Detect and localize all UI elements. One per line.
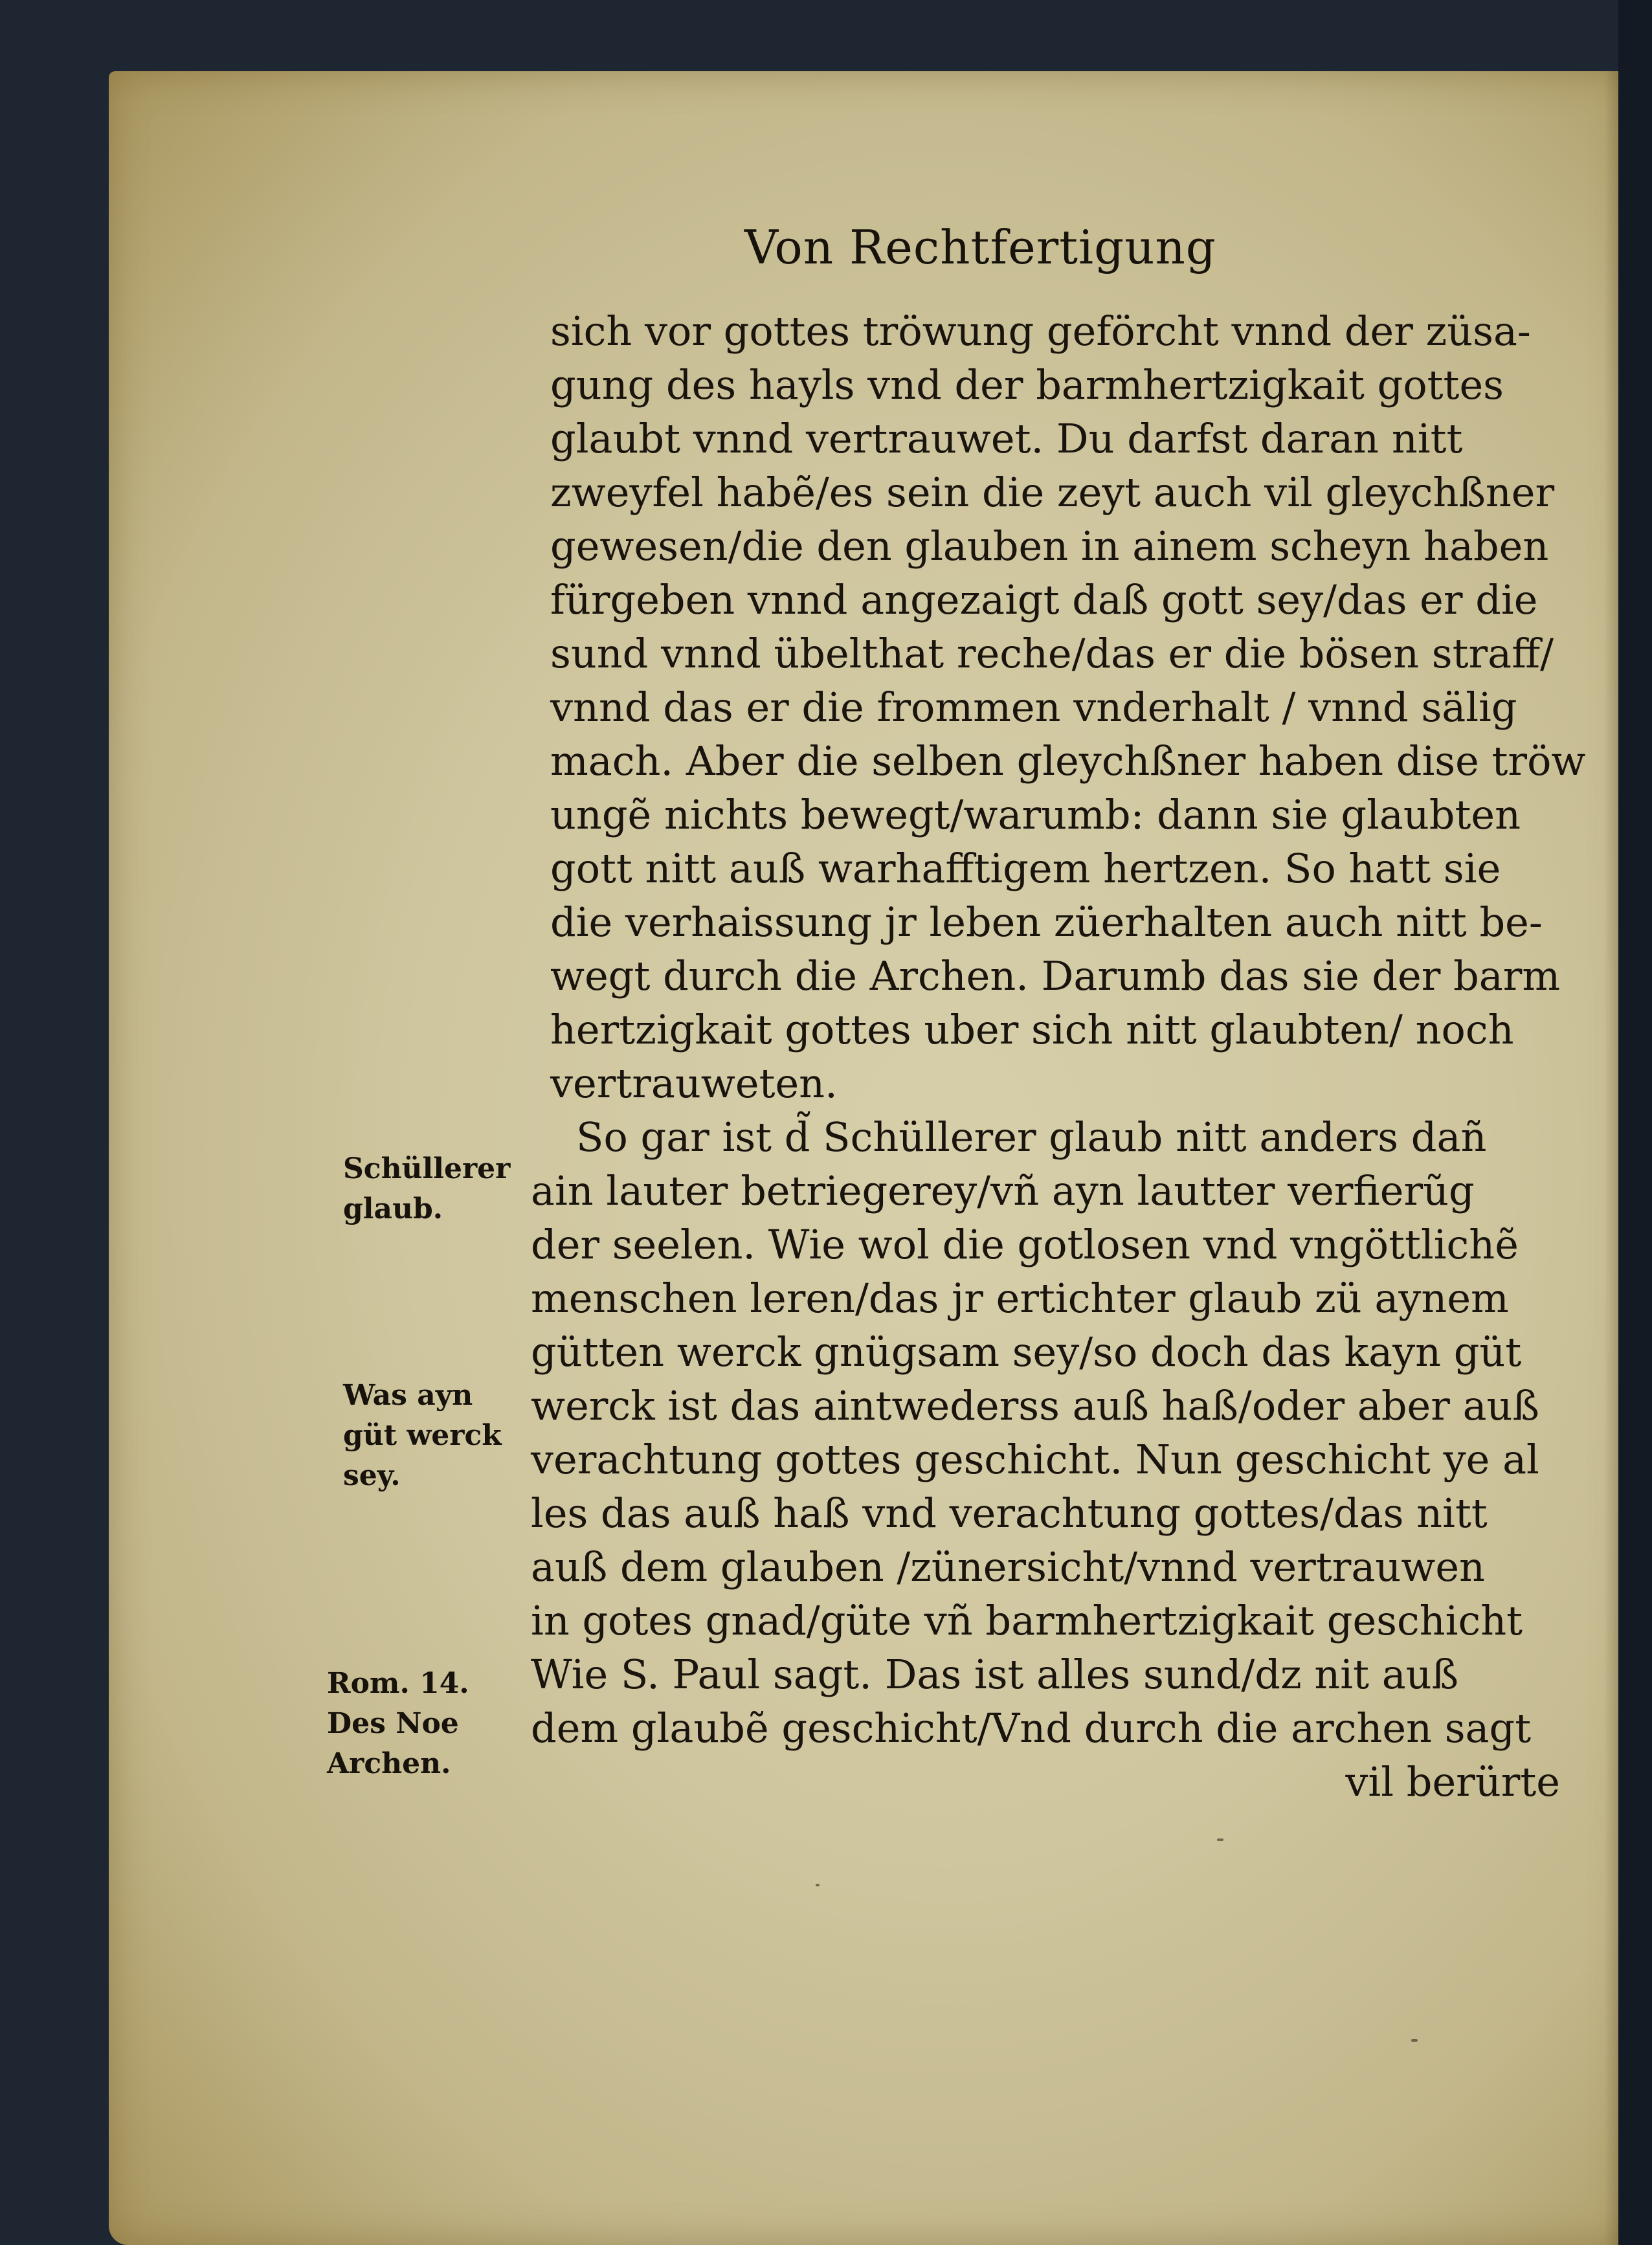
margin-note-line: Was ayn <box>343 1379 473 1412</box>
margin-note-gut-werck <box>343 1376 502 1496</box>
text-line: in gotes gnad/güte vñ barmhertzigkait geschicht <box>531 1597 1523 1644</box>
text-line: gütten werck gnügsam sey/so doch das kayn güt <box>531 1328 1522 1376</box>
margin-note-line: Archen. <box>327 1747 451 1780</box>
paper-speck <box>816 1884 820 1886</box>
text-line: vnnd das er die frommen vnderhalt / vnnd sälig <box>550 684 1517 731</box>
margin-note-line: Des Noe <box>327 1707 459 1740</box>
margin-note-line: güt werck <box>343 1419 502 1452</box>
text-line: sich vor gottes tröwung geförcht vnnd der züsa- <box>550 307 1531 355</box>
margin-note-line: Rom. 14. <box>327 1667 469 1700</box>
text-line: hertzigkait gottes uber sich nitt glaubten/ noch <box>550 1006 1514 1053</box>
margin-note-schuellerer <box>343 1149 510 1229</box>
catchword: vil berürte <box>1345 1758 1560 1805</box>
book-spine <box>1618 0 1652 2245</box>
text-line: sund vnnd übelthat reche/das er die bösen straff/ <box>550 630 1554 677</box>
paper-speck <box>1217 1838 1223 1841</box>
margin-note-line: Schüllerer <box>343 1152 511 1185</box>
text-line: verachtung gottes geschicht. Nun geschicht ye al <box>531 1436 1539 1483</box>
text-line-paragraph-start: So gar ist d̃ Schüllerer glaub nitt anders dañ <box>576 1113 1487 1161</box>
text-line: vertrauweten. <box>550 1060 838 1107</box>
paper-speck <box>1411 2039 1418 2042</box>
text-line: gung des hayls vnd der barmhertzigkait gottes <box>550 361 1504 408</box>
text-line: glaubt vnnd vertrauwet. Du darfst daran nitt <box>550 415 1463 462</box>
text-line: fürgeben vnnd angezaigt daß gott sey/das er die <box>550 576 1538 623</box>
text-line: menschen leren/das jr ertichter glaub zü aynem <box>531 1275 1509 1322</box>
text-line: dem glaubẽ geschicht/Vnd durch die archen sagt <box>531 1704 1532 1752</box>
text-line: der seelen. Wie wol die gotlosen vnd vngöttlichẽ <box>531 1221 1519 1268</box>
text-line: gewesen/die den glauben in ainem scheyn haben <box>550 522 1549 570</box>
margin-note-line: sey. <box>343 1459 401 1492</box>
text-line: ain lauter betriegerey/vñ ayn lautter verfierũg <box>531 1167 1475 1214</box>
text-line: wegt durch die Archen. Darumb das sie der barm <box>550 952 1561 1000</box>
text-line: die verhaissung jr leben züerhalten auch nitt be- <box>550 899 1543 946</box>
margin-note-rom-archen <box>327 1664 469 1784</box>
text-line: mach. Aber die selben gleychßner haben dise tröw <box>550 737 1586 785</box>
text-line: ungẽ nichts bewegt/warumb: dann sie glaubten <box>550 791 1521 838</box>
text-line: werck ist das aintwederss auß haß/oder aber auß <box>531 1382 1539 1429</box>
running-head: Von Rechtfertigung <box>744 220 1216 274</box>
margin-note-line: glaub. <box>343 1192 443 1225</box>
text-line: les das auß haß vnd verachtung gottes/das nitt <box>531 1490 1488 1537</box>
text-line: gott nitt auß warhafftigem hertzen. So hatt sie <box>550 845 1501 892</box>
text-line: Wie S. Paul sagt. Das ist alles sund/dz nit auß <box>531 1651 1459 1698</box>
text-line: auß dem glauben /zünersicht/vnnd vertrauwen <box>531 1543 1485 1591</box>
text-line: zweyfel habẽ/es sein die zeyt auch vil gleychßner <box>550 469 1555 516</box>
main-text-block <box>531 304 1586 1809</box>
